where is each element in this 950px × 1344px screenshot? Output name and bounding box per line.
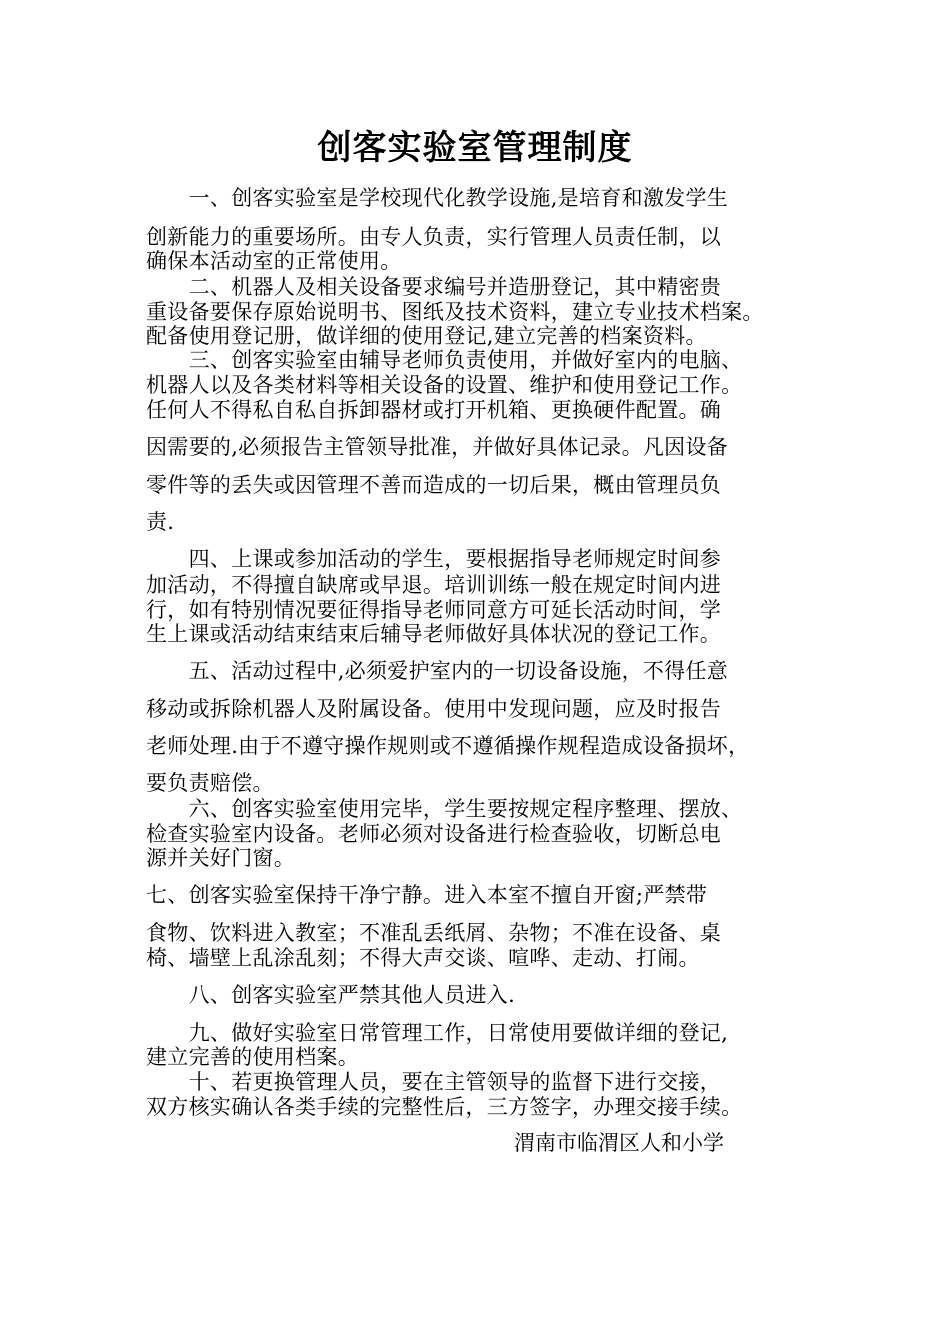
text-line: 要负责赔偿。 bbox=[146, 771, 274, 795]
signature: 渭南市临渭区人和小学 bbox=[514, 1131, 724, 1155]
text-line: 椅、墙壁上乱涂乱刻；不得大声交谈、喧哗、走动、打闹。 bbox=[146, 946, 700, 970]
text-line: 机器人以及各类材料等相关设备的设置、维护和使用登记工作。 bbox=[146, 373, 743, 397]
text-line: 食物、饮料进入教室；不准乱丢纸屑、杂物；不准在设备、桌 bbox=[146, 921, 722, 945]
text-line: 六、创客实验室使用完毕，学生要按规定程序整理、摆放、 bbox=[146, 797, 743, 821]
text-line: 十、若更换管理人员，要在主管领导的监督下进行交接， bbox=[146, 1070, 722, 1094]
text-line: 零件等的丢失或因管理不善而造成的一切后果，概由管理员负 bbox=[146, 473, 722, 497]
text-line: 双方核实确认各类手续的完整性后，三方签字，办理交接手续。 bbox=[146, 1095, 743, 1119]
text-line: 确保本活动室的正常使用。 bbox=[146, 249, 402, 273]
text-line: 建立完善的使用档案。 bbox=[146, 1045, 359, 1069]
text-line: 四、上课或参加活动的学生，要根据指导老师规定时间参 bbox=[146, 547, 722, 571]
text-line: 移动或拆除机器人及附属设备。使用中发现问题，应及时报告 bbox=[146, 697, 722, 721]
text-line: 加活动，不得擅自缺席或早退。培训训练一般在规定时间内进 bbox=[146, 573, 722, 597]
text-line: 一、创客实验室是学校现代化教学设施,是培育和激发学生 bbox=[146, 186, 729, 210]
text-line: 八、创客实验室严禁其他人员进入. bbox=[146, 983, 516, 1007]
text-line: 老师处理.由于不遵守操作规则或不遵循操作规程造成设备损坏， bbox=[146, 734, 750, 758]
text-line: 因需要的,必须报告主管领导批准，并做好具体记录。凡因设备 bbox=[146, 435, 729, 459]
text-line: 七、创客实验室保持干净宁静。进入本室不擅自开窗;严禁带 bbox=[146, 883, 708, 907]
text-line: 生上课或活动结束结束后辅导老师做好具体状况的登记工作。 bbox=[146, 622, 722, 646]
text-line: 重设备要保存原始说明书、图纸及技术资料，建立专业技术档案。 bbox=[146, 300, 764, 324]
text-line: 五、活动过程中,必须爱护室内的一切设备设施，不得任意 bbox=[146, 659, 729, 683]
text-line: 三、创客实验室由辅导老师负责使用，并做好室内的电脑、 bbox=[146, 348, 743, 372]
document-title: 创客实验室管理制度 bbox=[317, 128, 633, 168]
text-line: 检查实验室内设备。老师必须对设备进行检查验收，切断总电 bbox=[146, 822, 722, 846]
text-line: 创新能力的重要场所。由专人负责，实行管理人员责任制，以 bbox=[146, 225, 722, 249]
text-line: 二、机器人及相关设备要求编号并造册登记，其中精密贵 bbox=[146, 275, 722, 299]
text-line: 行，如有特别情况要征得指导老师同意方可延长活动时间，学 bbox=[146, 598, 722, 622]
text-line: 源并关好门窗。 bbox=[146, 846, 296, 870]
text-line: 任何人不得私自私自拆卸器材或打开机箱、更换硬件配置。确 bbox=[146, 398, 722, 422]
text-line: 九、做好实验室日常管理工作，日常使用要做详细的登记, bbox=[146, 1021, 729, 1045]
text-line: 责. bbox=[146, 510, 175, 534]
text-line: 配备使用登记册，做详细的使用登记,建立完善的档案资料。 bbox=[146, 324, 707, 348]
